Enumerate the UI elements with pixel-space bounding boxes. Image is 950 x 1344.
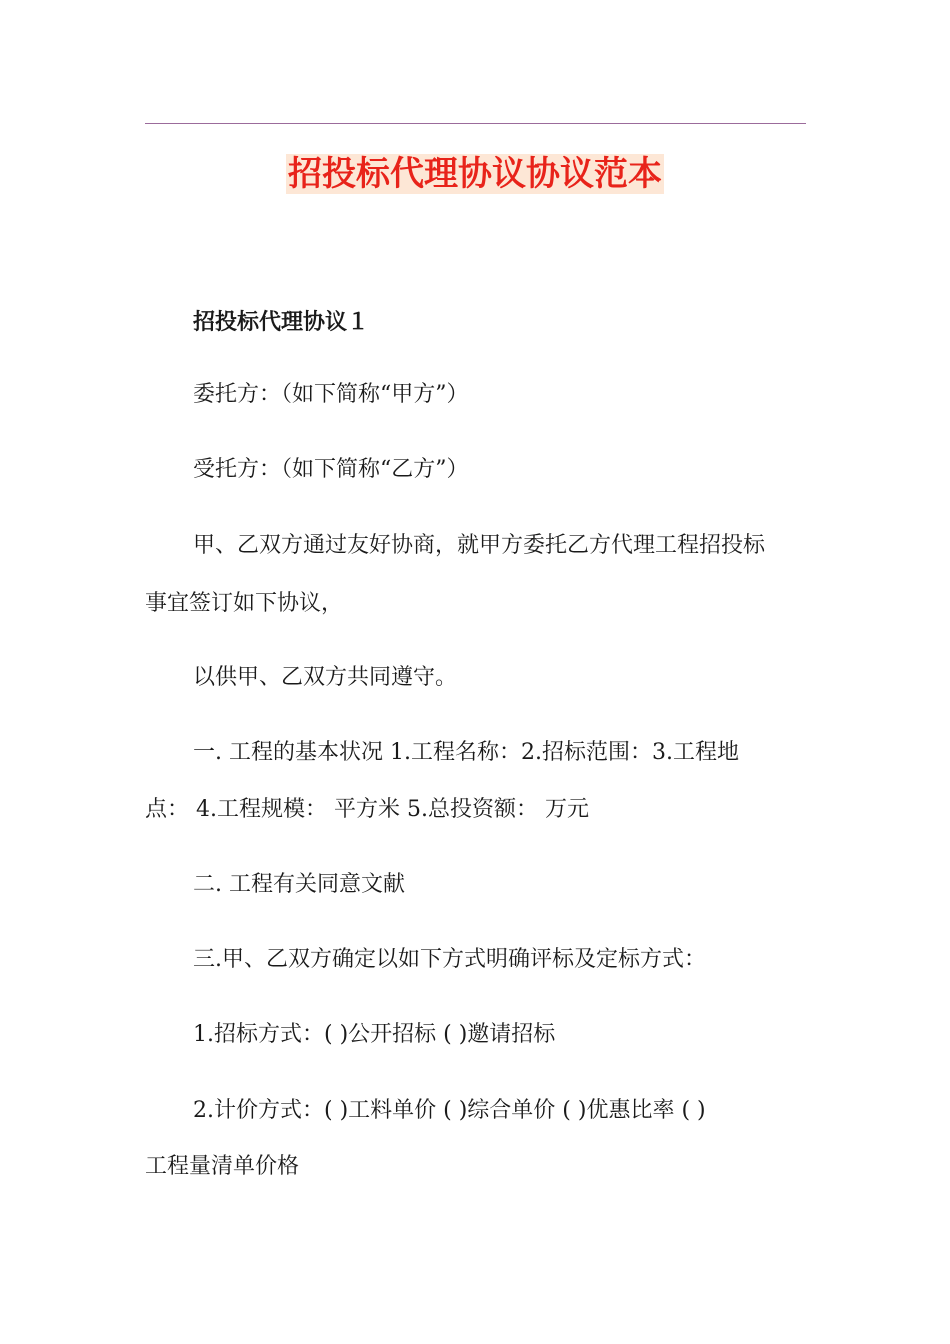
document-title: [0, 150, 950, 198]
item-1: 1.招标方式：( )公开招标 ( )邀请招标: [193, 1022, 556, 1047]
agreement-heading: 招投标代理协议１: [193, 309, 370, 335]
section-1-line-2: 点： 4.工程规模： 平方米 5.总投资额： 万元: [145, 797, 589, 822]
section-3: 三.甲、乙双方确定以如下方式明确评标及定标方式：: [193, 947, 706, 972]
section-2: 二. 工程有关同意文献: [193, 872, 405, 897]
document-title-text: 招投标代理协议协议范本: [288, 154, 662, 194]
agent-line: 受托方：（如下简称“乙方”）: [193, 457, 469, 482]
intro-paragraph-line-1: 甲、乙双方通过友好协商，就甲方委托乙方代理工程招投标: [193, 533, 766, 558]
section-1-line-1: 一. 工程的基本状况 1.工程名称：2.招标范围：3.工程地: [193, 740, 739, 765]
intro-paragraph-line-2: 事宜签订如下协议，: [145, 591, 344, 616]
client-line: 委托方：（如下简称“甲方”）: [193, 382, 469, 407]
header-rule: [145, 123, 806, 124]
intro-paragraph-line-3: 以供甲、乙双方共同遵守。: [193, 665, 458, 690]
item-2-line-2: 工程量清单价格: [145, 1154, 300, 1179]
item-2-line-1: 2.计价方式：( )工料单价 ( )综合单价 ( )优惠比率 ( ): [193, 1098, 706, 1123]
